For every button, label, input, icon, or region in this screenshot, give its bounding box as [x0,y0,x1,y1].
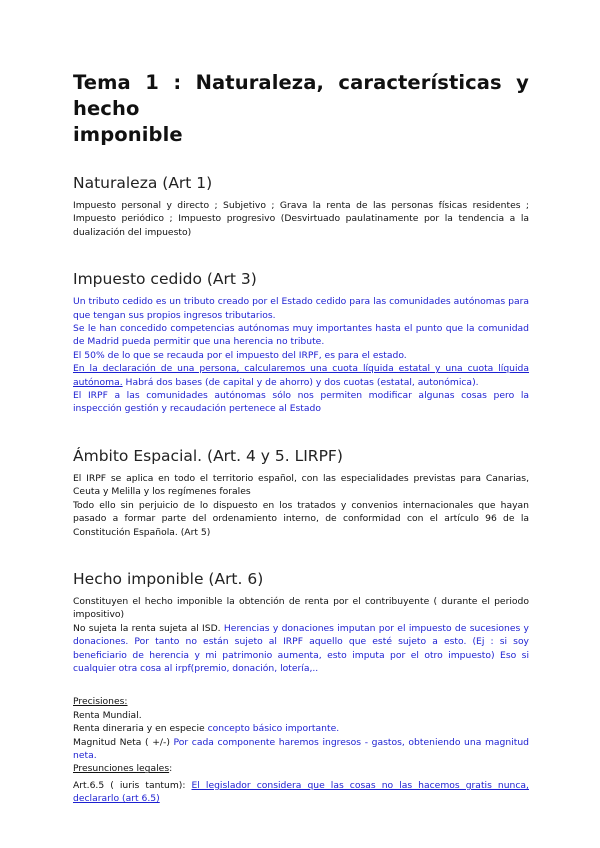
cedido-bases-text: Habrá dos bases (de capital y de ahorro) y dos cuotas (estatal, autonómica). [122,376,479,388]
cedido-paragraph-4 [73,362,529,389]
hecho-paragraph-1: Constituyen el hecho imponible la obtención de renta por el contribuyente ( durante el periodo impositivo) [73,595,529,621]
heading-ambito-espacial: Ámbito Espacial. (Art. 4 y 5. LIRPF) [73,446,343,465]
precisiones-label: Precisiones: [73,696,128,708]
presunciones-colon: : [169,763,173,775]
document-page [73,70,529,806]
ambito-paragraph-1: El IRPF se aplica en todo el territorio español, con las especialidades previstas para Canarias, Ceuta y Melilla y los regímenes forales [73,472,529,498]
art-6-5-note: El legislador considera que las cosas no las hacemos gratis nunca, declararlo (art 6.5) [73,779,529,805]
renta-especie-label: Renta dineraria y en especie [73,723,208,735]
section-ambito-espacial [73,446,529,539]
cedido-paragraph-3: El 50% de lo que se recauda por el impuesto del IRPF, es para el estado. [73,349,407,361]
no-sujeta-text: No sujeta la renta sujeta al ISD. [73,622,224,634]
document-title [73,70,529,148]
naturaleza-text: Impuesto personal y directo ; Subjetivo ; Grava la renta de las personas físicas residentes ; Impuesto periódico ; Impuesto progresivo (Desvirtuado paulatinamente por la tendencia a la dualización del impuesto) [73,200,529,238]
heading-hecho-imponible: Hecho imponible (Art. 6) [73,569,264,588]
presunciones-legales [73,762,529,775]
title-line-2: imponible [73,123,183,146]
cedido-paragraph-2: Se le han concedido competencias autónomas muy importantes hasta el punto que la comunidad de Madrid pueda permitir que una herencia no tribute. [73,323,529,348]
section-hecho-imponible [73,569,529,806]
heading-impuesto-cedido: Impuesto cedido (Art 3) [73,270,257,289]
herencias-text: Herencias y donaciones imputan por el impuesto de sucesiones y donaciones. Por tanto no están sujeto al IRPF aquello que esté sujeto a esto. (Ej : si soy beneficiario de herencia y mi patrimonio aumenta, esto imputa por el otro impuesto) Eso si cualquier otra cosa al irpf(premio, donación, lotería,.. [73,622,529,674]
hecho-paragraph-2 [73,622,529,676]
renta-mundial: Renta Mundial. [73,709,142,721]
magnitud-neta [73,736,529,763]
title-line-1: Tema 1 : Naturaleza, características y hecho [73,71,529,120]
art-6-5 [73,779,529,806]
presunciones-label: Presunciones legales [73,763,170,775]
section-impuesto-cedido [73,269,529,416]
magnitud-neta-note: Por cada componente haremos ingresos - gastos, obteniendo una magnitud neta. [73,736,529,761]
heading-naturaleza: Naturaleza (Art 1) [73,174,213,192]
cedido-underlined-text: En la declaración de una persona, calcularemos una cuota líquida estatal y una cuota líquida autónoma. [73,363,529,388]
renta-especie-note: concepto básico importante. [207,723,340,735]
renta-especie [73,722,529,735]
section-naturaleza [73,173,529,239]
cedido-paragraph-5: El IRPF a las comunidades autónomas sólo nos permiten modificar algunas cosas pero la inspección gestión y recaudación pertenece al Estado [73,390,529,415]
ambito-paragraph-2: Todo ello sin perjuicio de lo dispuesto en los tratados y convenios internacionales que hayan pasado a formar parte del ordenamiento interno, de conformidad con el artículo 96 de la Constitución Española. (Art 5) [73,499,529,538]
art-6-5-label: Art.6.5 ( iuris tantum): [73,779,192,791]
magnitud-neta-label: Magnitud Neta ( +/-) [73,736,174,748]
cedido-paragraph-1: Un tributo cedido es un tributo creado por el Estado cedido para las comunidades autónomas para que tengan sus propios ingresos tributarios. [73,296,529,321]
